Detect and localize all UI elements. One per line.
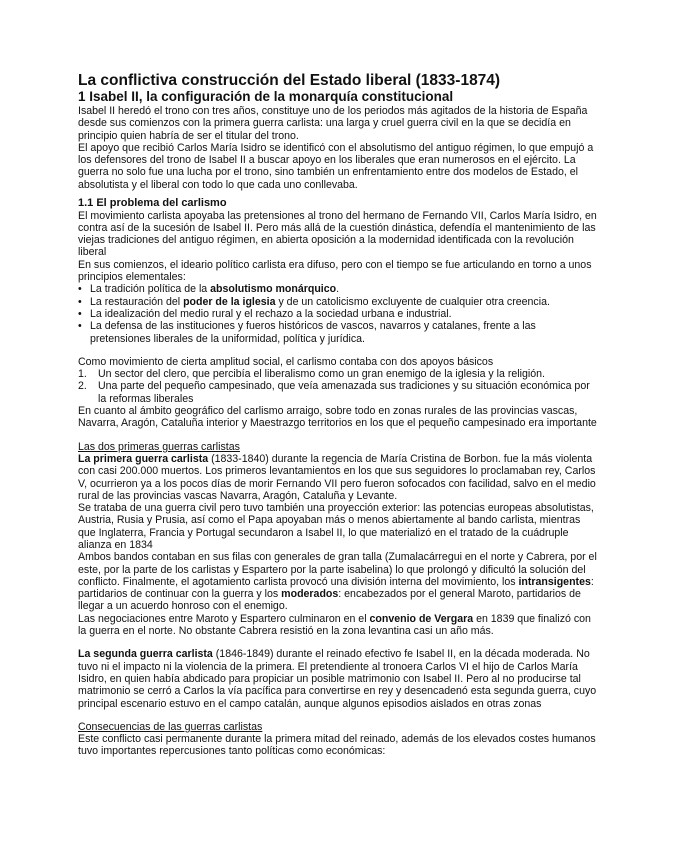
carlismo-paragraph-3: Como movimiento de cierta amplitud social, el carlismo contaba con dos apoyos básicos: [78, 355, 494, 368]
guerras-paragraph-5: La segunda guerra carlista (1846-1849) durante el reinado efectivo fe Isabel II, en la década moderada. No tuvo ni el impacto ni la violencia de la primera. El pretendiente al tronoera Carlos VI el hijo de Carlos María Isidro, en quien había abdicado para propiciar un posible matrimonio con Isabel II. Pero al no producirse tal matrimonio se cerró a Carlos la vía pacífica para convertirse en rey y desencadenó esta segunda guerra, cuyo principal escenario estuvo en el campo catalán, aunque algunos episodios aislados en otras zonas: [78, 648, 597, 710]
bold-term: poder de la iglesia: [183, 295, 276, 308]
guerras-heading: Las dos primeras guerras carlistas: [78, 440, 240, 453]
carlismo-paragraph-4: En cuanto al ámbito geográfico del carlismo arraigo, sobre todo en zonas rurales de las provincias vascas, Navarra, Aragón, Cataluña interior y Maestrazgo territorios en los que el pequeño campesinado era importante: [78, 405, 597, 430]
page-title: La conflictiva construcción del Estado liberal (1833-1874): [78, 72, 501, 89]
list-item: 1. Un sector del clero, que percibía el liberalismo como un gran enemigo de la iglesia y la religión.: [78, 368, 545, 381]
guerras-paragraph-2: Se trataba de una guerra civil pero tuvo también una proyección exterior: las potencias europeas absolutistas, Austria, Rusia y Prusia, así como el Papa apoyaban más o menos abiertamente al bando carlista, mientras que Inglaterra, Francia y Portugal secundaron a Isabel II, lo que materializó en el tratado de la cuádruple alianza en 1834: [78, 502, 594, 551]
carlismo-paragraph-2: En sus comienzos, el ideario político carlista era difuso, pero con el tiempo se fue articulando en torno a unos principios elementales:: [78, 258, 592, 284]
list-item: • La tradición política de la absolutismo monárquico.: [78, 283, 599, 295]
intro-paragraph-2: El apoyo que recibió Carlos María Isidro se identificó con el absolutismo del antiguo régimen, lo que empujó a los defensores del trono de Isabel II a buscar apoyo en los liberales que eran numerosos en el ejército. La guerra no solo fue una lucha por el trono, sino también un enfrentamiento entre dos modelos de Estado, el absolutista y el liberal con todo lo que cada uno conllevaba.: [78, 141, 594, 191]
section-title: 1 Isabel II, la configuración de la monarquía constitucional: [78, 89, 454, 104]
guerras-paragraph-1: La primera guerra carlista (1833-1840) durante la regencia de María Cristina de Borbon. fue la más violenta con casi 200.000 muertos. Los primeros levantamientos en los que sus seguidores lo proclamaban rey, Carlos V, ocurrieron ya a los pocos días de morir Fernando VII pero fueron sofocados con facilidad, salvo en el medio rural de las provincias vascas Navarra, Aragón, Cataluña y Levante.: [78, 452, 596, 502]
list-item: • La defensa de las instituciones y fueros históricos de vascos, navarros y catalanes, frente a las pretensiones liberales de la uniformidad, política y jurídica.: [78, 320, 599, 345]
list-item: 2. Una parte del pequeño campesinado, que veía amenazada sus tradiciones y su situación económica por la reformas liberales: [78, 380, 590, 405]
guerras-paragraph-3: Ambos bandos contaban en sus filas con generales de gran talla (Zumalacárregui en el norte y Cabrera, por el este, por la parte de los carlistas y Espartero por la parte isabelina) lo que prolongó y dificultó la solución del conflicto. Finalmente, el agotamiento carlista provocó una división interna del movimiento, los intransigentes: partidarios de continuar con la guerra y los moderados: encabezados por el general Maroto, partidarios de llegar a un acuerdo honroso con el enemigo.: [78, 551, 597, 613]
consecuencias-paragraph-1: Este conflicto casi permanente durante la primera mitad del reinado, además de los elevados costes humanos tuvo importantes repercusiones tanto políticas como económicas:: [78, 733, 596, 758]
carlismo-paragraph-1: El movimiento carlista apoyaba las pretensiones al trono del hermano de Fernando VII, Carlos María Isidro, en contra así de la sucesión de Isabel II. Pero más allá de la cuestión dinástica, defendía el mantenimiento de las viejas tradiciones del antiguo régimen, en abierta oposición a la modernidad identificada con la revolución liberal: [78, 209, 597, 259]
consecuencias-heading: Consecuencias de las guerras carlistas: [78, 720, 263, 733]
guerras-paragraph-4: Las negociaciones entre Maroto y Espartero culminaron en el convenio de Vergara en 1839 que finalizó con la guerra en el norte. No obstante Cabrera resistió en la zona levantina casi un año más.: [78, 612, 591, 638]
principles-list: [78, 283, 599, 344]
list-item: • La idealización del medio rural y el rechazo a la sociedad urbana e industrial.: [78, 308, 599, 320]
list-item: • La restauración del poder de la iglesia y de un catolicismo excluyente de cualquier otra creencia.: [78, 296, 599, 308]
bold-term: absolutismo monárquico: [210, 283, 337, 296]
carlismo-heading: 1.1 El problema del carlismo: [78, 197, 227, 210]
supports-list: [78, 368, 599, 405]
intro-paragraph-1: Isabel II heredó el trono con tres años, constituye uno de los periodos más agitados de la historia de España desde sus comienzos con la primera guerra carlista: una larga y cruel guerra civil en la que se decidía en principio quien habría de ser el titular del trono.: [78, 105, 588, 142]
